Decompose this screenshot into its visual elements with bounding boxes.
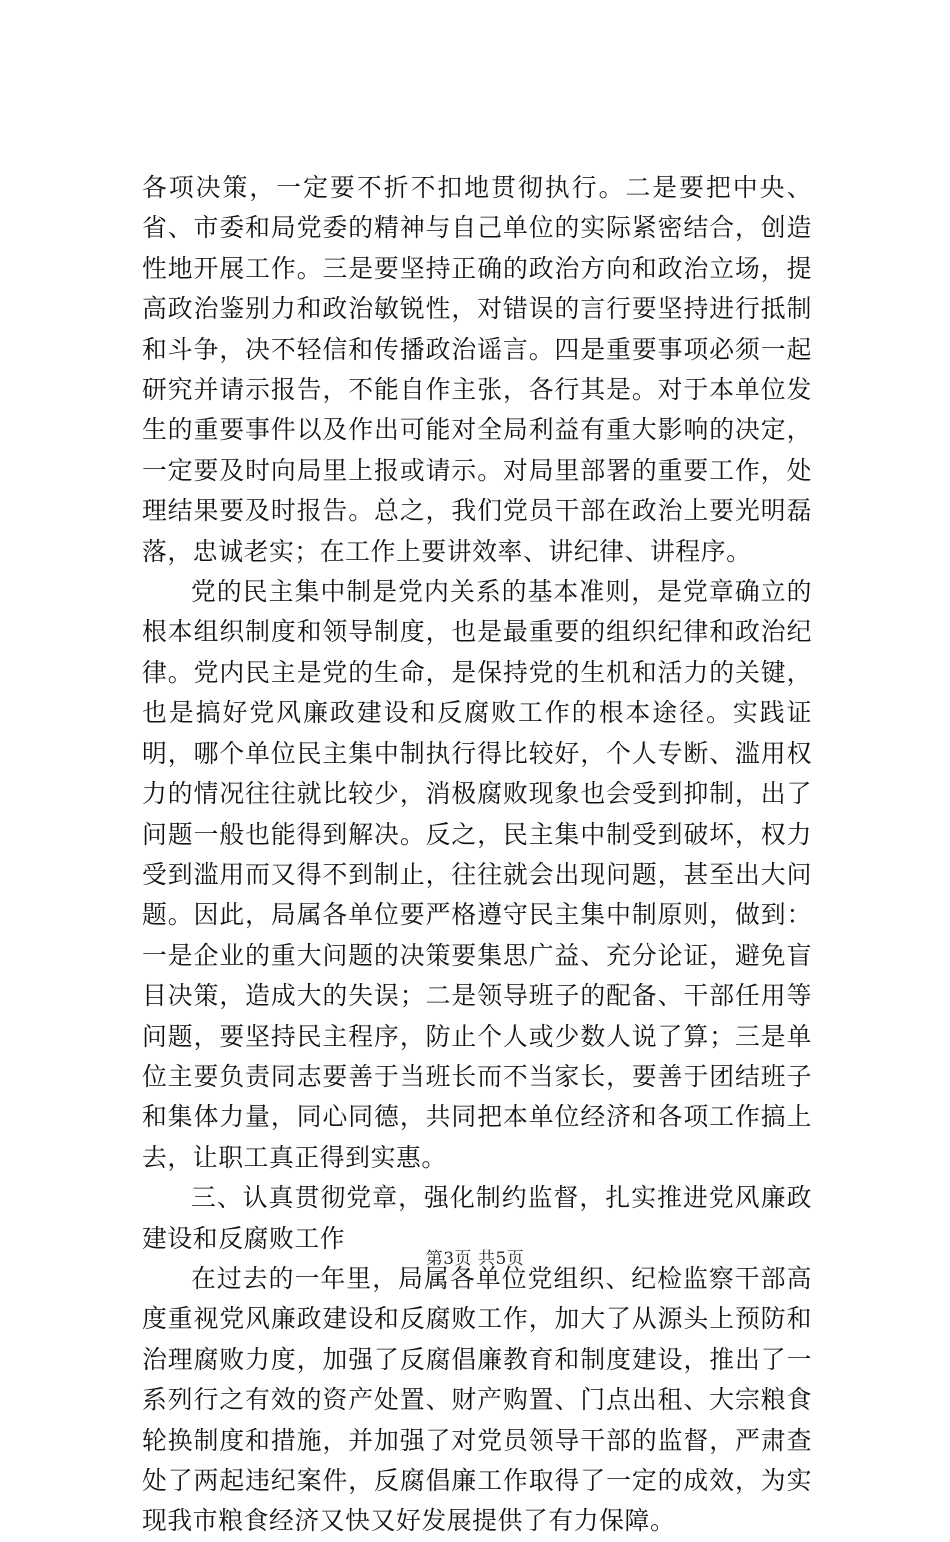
page-number-footer: 第3页 共5页: [425, 1249, 525, 1269]
paragraph-past-year-review: 在过去的一年里，局属各单位党组织、纪检监察干部高度重视党风廉政建设和反腐败工作，加大了从源头上预防和治理腐败力度，加强了反腐倡廉教育和制度建设，推出了一系列行之有效的资产处置、财产购置、门点出租、大宗粮食轮换制度和措施，并加强了对党员领导干部的监督，严肃查处了两起违纪案件，反腐倡廉工作取得了一定的成效，为实现我市粮食经济又快又好发展提供了有力保障。: [142, 1263, 812, 1536]
paragraph-democratic-centralism: 党的民主集中制是党内关系的基本准则，是党章确立的根本组织制度和领导制度，也是最重要的组织纪律和政治纪律。党内民主是党的生命，是保持党的生机和活力的关键，也是搞好党风廉政建设和反腐败工作的根本途径。实践证明，哪个单位民主集中制执行得比较好，个人专断、滥用权力的情况往往就比较少，消极腐败现象也会受到抑制，出了问题一般也能得到解决。反之，民主集中制受到破坏，权力受到滥用而又得不到制止，往往就会出现问题，甚至出大问题。因此，局属各单位要严格遵守民主集中制原则，做到：一是企业的重大问题的决策要集思广益、充分论证，避免盲目决策，造成大的失误；二是领导班子的配备、干部任用等问题，要坚持民主程序，防止个人或少数人说了算；三是单位主要负责同志要善于当班长而不当家长，要善于团结班子和集体力量，同心同德，共同把本单位经济和各项工作搞上去，让职工真正得到实惠。: [142, 577, 812, 1172]
document-body: [142, 168, 812, 1542]
paragraph-political-discipline: 各项决策，一定要不折不扣地贯彻执行。二是要把中央、省、市委和局党委的精神与自己单位的实际紧密结合，创造性地开展工作。三是要坚持正确的政治方向和政治立场，提高政治鉴别力和政治敏锐性，对错误的言行要坚持进行抵制和斗争，决不轻信和传播政治谣言。四是重要事项必须一起研究并请示报告，不能自作主张，各行其是。对于本单位发生的重要事件以及作出可能对全局利益有重大影响的决定，一定要及时向局里上报或请示。对局里部署的重要工作，处理结果要及时报告。总之，我们党员干部在政治上要光明磊落，忠诚老实；在工作上要讲效率、讲纪律、讲程序。: [142, 173, 812, 566]
section-heading-three: 三、认真贯彻党章，强化制约监督，扎实推进党风廉政建设和反腐败工作: [142, 1183, 812, 1253]
